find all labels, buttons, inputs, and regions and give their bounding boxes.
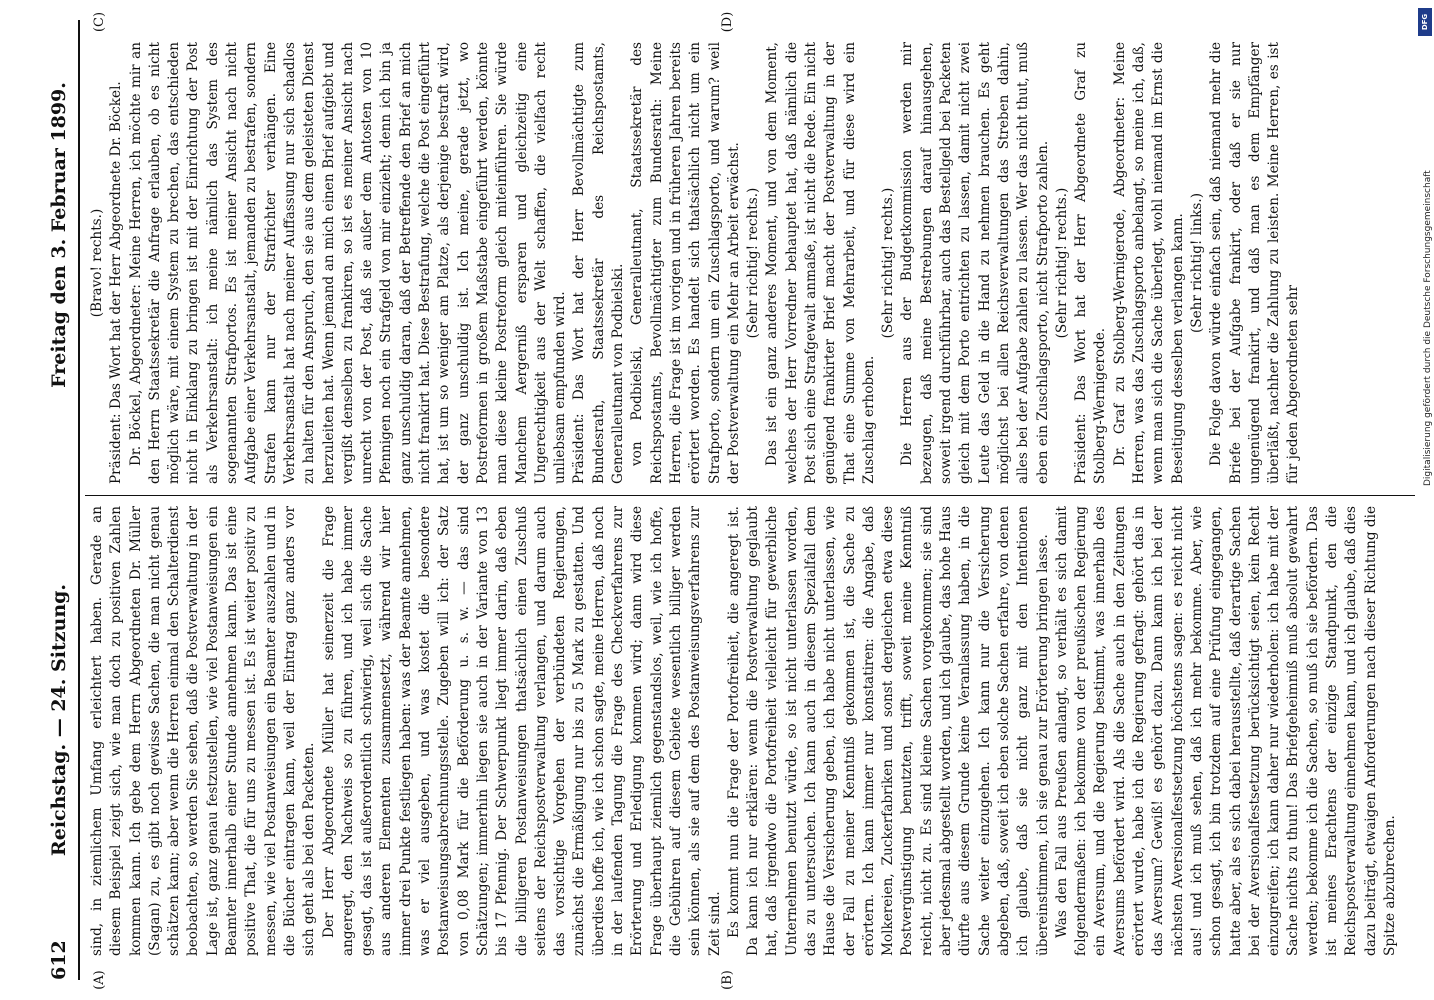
dfg-logo (1418, 8, 1432, 36)
running-header-right: Freitag den 3. Februar 1899. (48, 82, 70, 388)
margin-marker-a: (A) (92, 970, 107, 990)
digitization-footer (1422, 6, 1434, 506)
paragraph: Das ist ein ganz anderes Moment, und von dem Moment, welches der Herr Vorredner behauptet hat, daß nämlich die Post sich eine Strafgewalt anmaße, ist nicht die Rede. Ein nicht genügend frankirter Brief macht der Postverwaltung in der That eine Summe von Mehrarbeit, und für diese wird ein Zuschlag erhoben. (764, 42, 877, 484)
dfg-logo-text: DFG (1421, 13, 1429, 31)
paragraph: von Podbielski, Generalleutnant, Staatssekretär des Reichspostamts, Bevollmächtigter zum Bundesrath: Meine Herren, die Frage ist im vorigen und in früheren Jahren bereits erörtert worden. Es handelt sich thatsächlich nicht um ein Strafporto, sondern um ein Zuschlagsporto, und warum? weil der Postverwaltung ein Mehr an Arbeit erwächst. (629, 42, 742, 484)
applause-note: (Bravo! rechts.) (89, 208, 105, 318)
paragraph: Dr. Böckel, Abgeordneter: Meine Herren, ich möchte mir an den Herrn Staatssekretär die Anfrage erlauben, ob es nicht möglich wäre, mit einem System zu brechen, das entschieden nicht in Einklang zu bringen ist mit der Einrichtung der Post als Verkehrsanstalt: ich meine nämlich das System des sogenannten Strafportos. Es ist meiner Ansicht nach nicht Aufgabe einer Verkehrsanstalt, jemanden zu bestrafen, sondern Strafen kann nur der Strafrichter verhängen. Eine Verkehrsanstalt hat nach meiner Auffassung nur sich schadlos zu halten für den Anspruch, den sie aus dem geleisteten Dienst herzuleiten hat. Wenn jemand an mich einen Brief aufgiebt und vergißt denselben zu frankiren, so ist es meiner Ansicht nach unrecht von der Post, daß sie außer dem Antosten von 10 Pfennigen noch ein Strafgeld von mir einzieht; denn ich bin ja ganz unschuldig daran, daß der Betreffende den Brief an mich nicht frankirt hat. Diese Bestrafung, welche die Post eingeführt hat, ist um so weniger am Platze, als derjenige bestraft wird, der ganz unschuldig ist. Ich meine, gerade jetzt, wo Postreformen in großem Maßstabe eingeführt werden, könnte man diese kleine Postreform gleich miteinführen. Sie würde Manchem Aergerniß ersparen und gleichzeitig eine Ungerechtigkeit aus der Welt schaffen, die vielfach recht unliebsam empfunden wird. (127, 42, 569, 484)
paragraph: Der Herr Abgeordnete Müller hat seinerzeit die Frage angeregt, den Nachweis so zu führen, und ich habe immer gesagt, das ist außerordentlich schwierig, weil sich die Sache aus anderen Elementen zusammensetzt, während wir hier immer drei Punkte festliegen haben: was der Beamte annehmen, was er viel ausgeben, und was kostet die besondere Postanweisungsabrechnungsstelle. Zugeben will ich: der Satz von 0,08 Mark für die Beförderung u. s. w. — das sind Schätzungen; immerhin liegen sie auch in der Variante von 13 bis 17 Pfennig. Der Schwerpunkt liegt immer darin, daß eben die billigeren Postanweisungen thatsächlich einen Zuschuß seitens der Reichspostverwaltung verlangen, und darum auch das vorsichtige Vorgehen der verbündeten Regierungen, zunächst die Ermäßigung nur bis zu 5 Mark zu gestatten. Und überdies hoffe ich, wie ich schon sagte, meine Herren, daß noch in der laufenden Tagung die Frage des Checkverfahrens zur Erörterung und Erledigung kommen wird; dann wird diese Frage überhaupt ziemlich gegenstandslos, weil, wie ich hoffe, die Gebühren auf diesem Gebiete wesentlich billiger werden sein können, als sie auf dem des Postanweisungsverfahrens zur Zeit sind. (320, 506, 723, 956)
margin-marker-c: (C) (92, 11, 107, 33)
column-divider (85, 495, 1415, 496)
applause-note: (Sehr richtig! rechts.) (1053, 187, 1070, 339)
header-rule (78, 20, 80, 980)
paragraph: Die Folge davon würde einfach sein, daß niemand mehr die Briefe bei der Aufgabe frankirt, oder daß er sie nur ungenügend frankirt, und daß man es dem Empfänger überläßt, nachher die Zahlung zu leisten. Meine Herren, es ist für jeden Abgeordneten sehr (1208, 42, 1302, 484)
paragraph: Es kommt nun die Frage der Portofreiheit, die angeregt ist. Da kann ich nur erklären: wenn die Postverwaltung geglaubt hat, daß irgendwo die Portofreiheit vielleicht für gewerbliche Unternehmen benutzt würde, so ist nicht unterlassen worden, das zu untersuchen. Ich kann auch in diesem Spezialfall dem Hause die Versicherung geben, ich habe nicht unterlassen, wie der Fall zu meiner Kenntniß gekommen ist, die Sache zu erörtern. Ich kann immer nur konstatiren: die Angabe, daß Molkereien, Zuckerfabriken und sonst dergleichen etwa diese Postvergünstigung benutzten, trifft, soweit meine Kenntniß reicht, nicht zu. Es sind kleine Sachen vorgekommen; sie sind aber jedesmal abgestellt worden, und ich glaube, das hohe Haus dürfte aus diesem Grunde keine Veranlassung haben, in die Sache weiter einzugehen. Ich kann nur die Versicherung abgeben, daß, soweit ich eben solche Sachen erfahre, von denen ich glaube, daß sie nicht ganz mit den Intentionen übereinstimmen, ich sie genau zur Erörterung bringen lasse. (725, 506, 1051, 956)
text-column-left (88, 506, 1408, 956)
paragraph: Präsident: Das Wort hat der Herr Abgeordnete Graf zu Stolberg-Wernigerode. (1073, 42, 1109, 484)
paragraph: Präsident: Das Wort hat der Herr Bevollmächtigte zum Bundesrath, Staatssekretär des Reichspostamts, Generalleutnant von Podbielski. (571, 42, 627, 484)
applause-note: (Sehr richtig! rechts.) (880, 187, 897, 339)
paragraph: sind, in ziemlichem Umfang erleichtert haben. Gerade an diesem Beispiel zeigt sich, wie man doch zu positiven Zahlen kommen kann. Ich gebe dem Herrn Abgeordneten Dr. Müller (Sagan) zu, es gibt noch gewisse Sachen, die man nicht genau schätzen kann; aber wenn die Herren einmal den Schalterdienst beobachten, so werden Sie sehen, daß die Postverwaltung in der Lage ist, ganz genau festzustellen, wie viel Postanweisungen ein Beamter innerhalb einer Stunde annehmen kann. Das ist eine positive That, die für uns zu messen ist. Es ist weiter positiv zu messen, wie viel Postanweisungen ein Beamter auszahlen und in die Bücher eintragen kann, weil der Eintrag ganz anders vor sich geht als bei den Packeten. (89, 506, 318, 956)
margin-marker-b: (B) (720, 970, 735, 990)
paragraph: Was den Fall aus Preußen anlangt, so verhält es sich damit folgendermaßen: ich bekomme von der preußischen Regierung ein Aversum, und die Regierung bestimmt, was innerhalb des Aversums befördert wird. Als die Sache auch in den Zeitungen erörtert wurde, habe ich die Regierung gefragt: gehört das in das Aversum? Gewiß! es gehört dazu. Dann kann ich bei der nächsten Aversionalfestsetzung höchstens sagen: es reicht nicht aus! und ich muß sehen, daß ich mehr bekomme. Aber, wie schon gesagt, ich bin trotzdem auf eine Prüfung eingegangen, hatte aber, als es sich dabei herausstellte, daß derartige Sachen bei der Aversionalfestsetzung berücksichtigt seien, kein Recht einzugreifen; ich kann daher nur wiederholen: ich habe mit der Sache nichts zu thun! Das Briefgeheimniß muß absolut gewahrt werden; bekomme ich die Sachen, so muß ich sie befördern. Das ist meines Erachtens der einzige Standpunkt, den die Reichspostverwaltung einnehmen kann, und ich glaube, daß dies dazu beiträgt, etwaigen Anforderungen nach dieser Richtung die Spitze abzubrechen. (1053, 506, 1398, 956)
paragraph: Dr. Graf zu Stolberg-Wernigerode, Abgeordneter: Meine Herren, was das Zuschlagsporto anbelangt, so meine ich, daß, wenn man sich die Sache überlegt, wohl niemand im Ernst die Beseitigung desselben verlangen kann. (1111, 42, 1186, 484)
digitization-note: Digitalisierung gefördert durch die Deutsche Forschungsgemeinschaft (1423, 170, 1433, 486)
paragraph: Präsident: Das Wort hat der Herr Abgeordnete Dr. Böckel. (108, 81, 125, 484)
margin-marker-d: (D) (720, 11, 735, 33)
paragraph: Die Herren aus der Budgetkommission werden mir bezeugen, daß meine Bestrebungen darauf hinausgehen, soweit irgend durchführbar, auch das Bestellgeld bei Packeten gleich mit dem Porto entrichten zu lassen, damit nicht zwei Leute das Geld in die Hand zu nehmen brauchen. Es geht möglichst bei allen Reichsverwaltungen das Streben dahin, alles bei der Aufgabe zahlen zu lassen. Wer das nicht thut, muß eben ein Zuschlagsporto, nicht Strafporto zahlen. (899, 42, 1051, 484)
running-header-left: Reichstag. — 24. Sitzung. (48, 583, 70, 857)
page-number: 612 (48, 940, 70, 980)
text-column-right (88, 42, 1408, 484)
applause-note: (Sehr richtig! rechts.) (745, 187, 762, 339)
applause-note: (Sehr richtig! links.) (1188, 192, 1205, 334)
